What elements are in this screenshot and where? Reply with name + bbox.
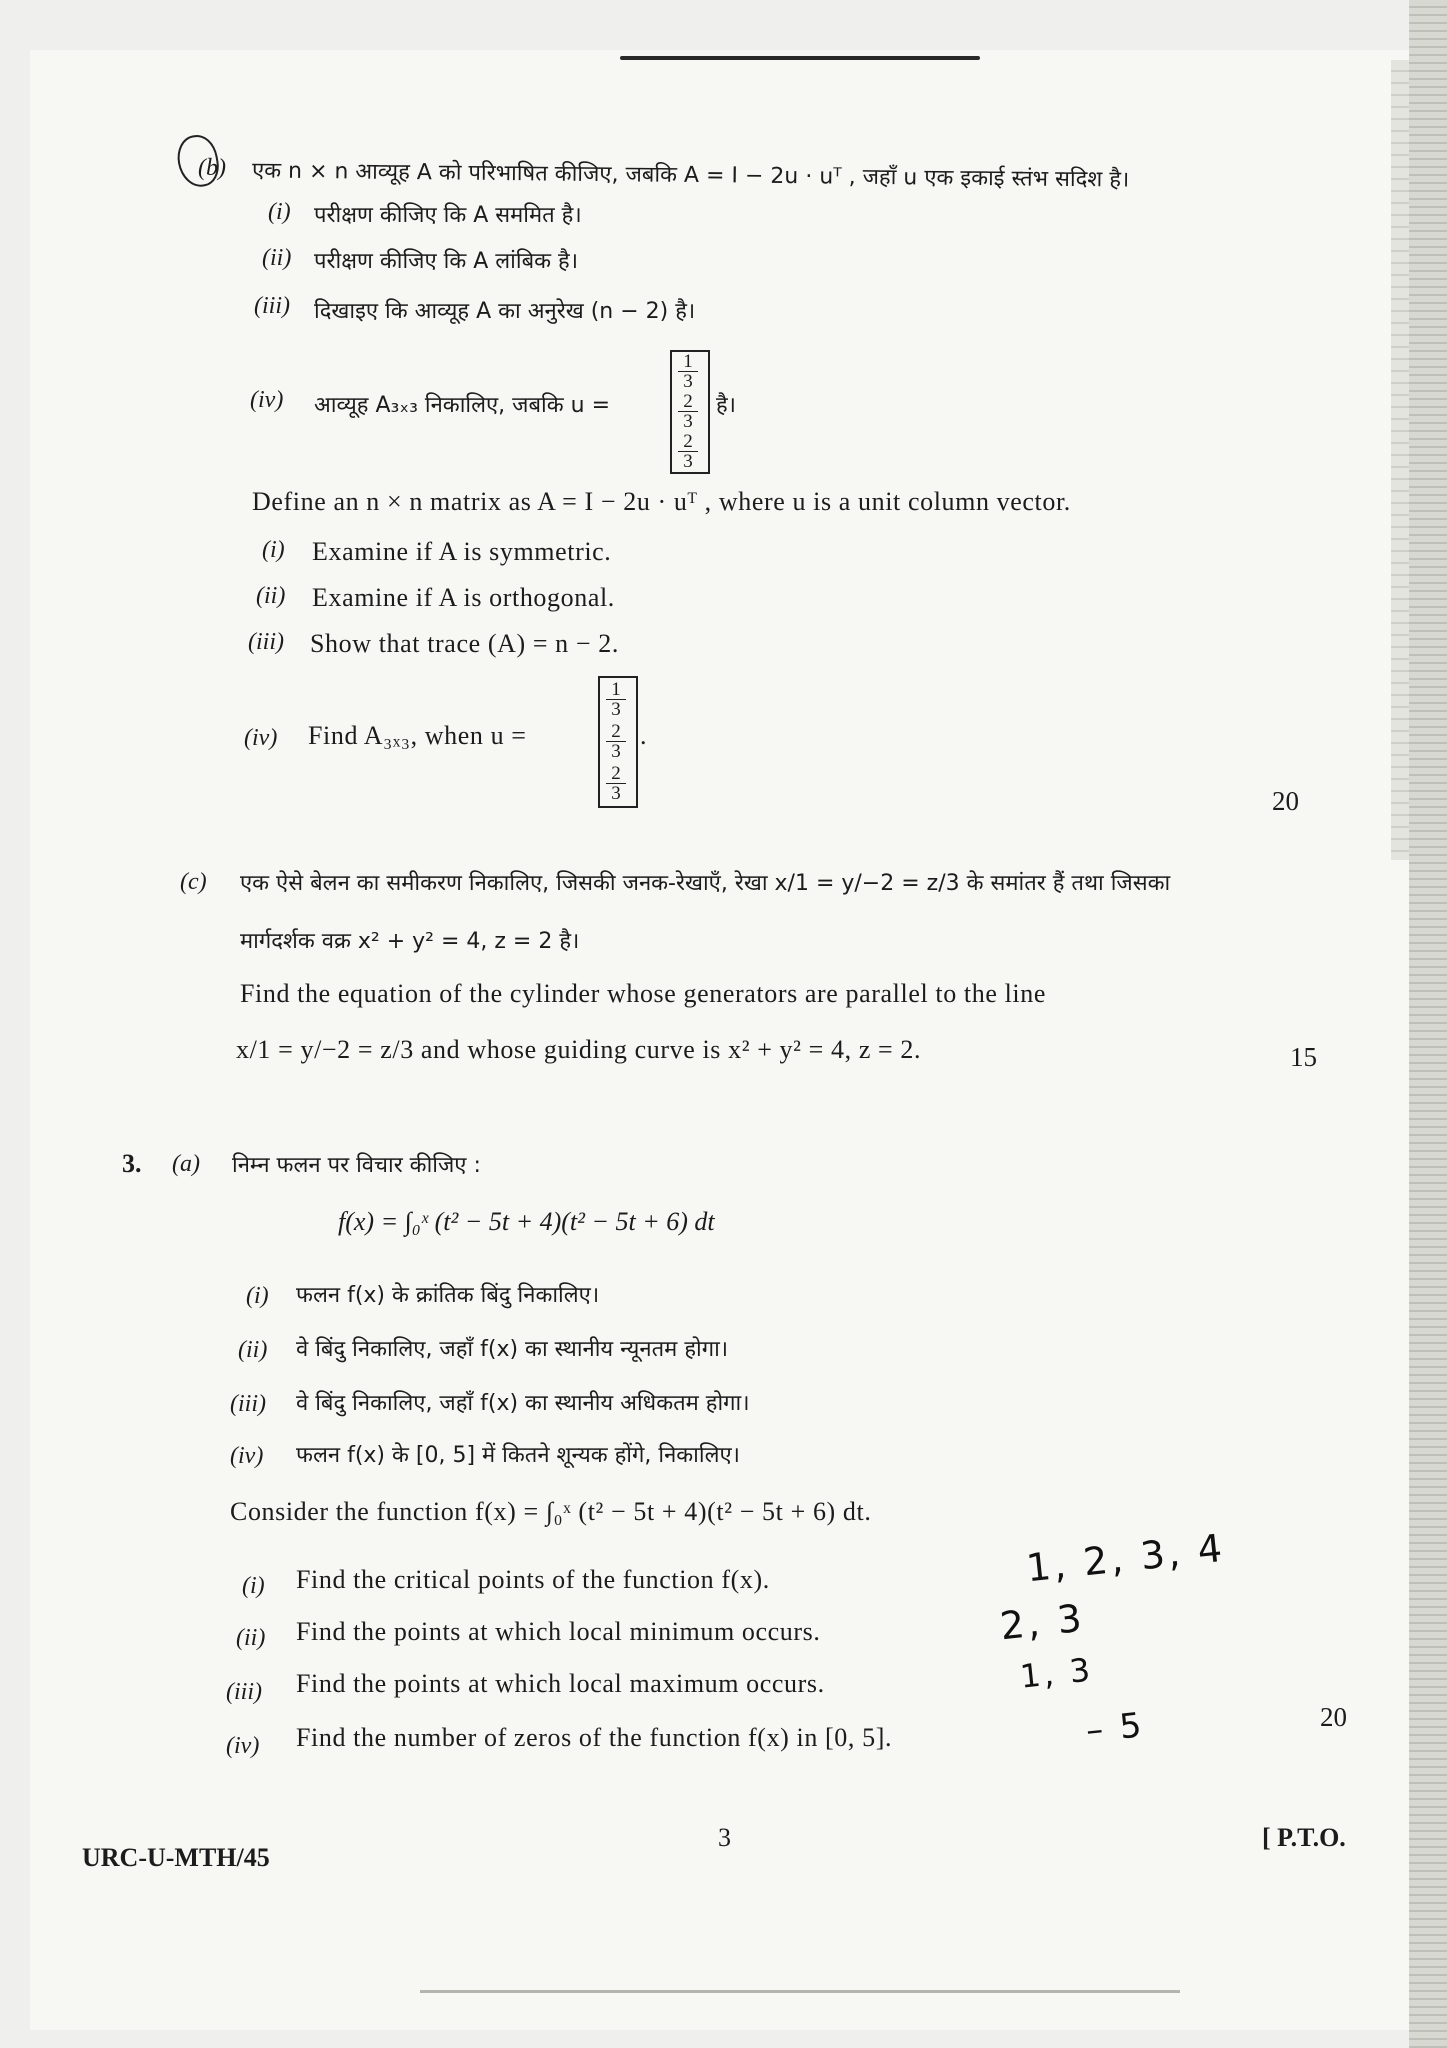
vector-entry (606, 764, 626, 803)
part-b-english-intro: Define an n × n matrix as A = I − 2u · uᵀ , where u is a unit column vector. (252, 487, 1071, 516)
b-hindi-item-text: आव्यूह A₃ₓ₃ निकालिए, जबकि u = (314, 393, 611, 418)
vector-denominator: 3 (611, 741, 621, 762)
q3-english-item-num: (i) (242, 1573, 265, 1599)
vector-numerator: 2 (606, 764, 626, 784)
vector-numerator: 2 (678, 432, 698, 452)
q3-hindi-item-num: (i) (246, 1283, 269, 1309)
q3-hindi-intro: निम्न फलन पर विचार कीजिए : (232, 1153, 481, 1178)
b-hindi-item-num: (iii) (254, 293, 290, 319)
q3-english-item-text: Find the critical points of the function f(x). (296, 1565, 770, 1594)
q3-hindi-item-text: फलन f(x) के क्रांतिक बिंदु निकालिए। (296, 1283, 600, 1308)
handwritten-answer: 1, 3 (1018, 1650, 1095, 1696)
b-hindi-suffix: है। (716, 393, 737, 418)
part-c-english-line1: Find the equation of the cylinder whose generators are parallel to the line (240, 979, 1046, 1008)
q3-english-item-text: Find the number of zeros of the function f(x) in [0, 5]. (296, 1723, 893, 1752)
q3-english-item-text: Find the points at which local minimum occurs. (296, 1617, 821, 1646)
b-english-item-num: (i) (262, 537, 285, 563)
vector-numerator: 2 (678, 392, 698, 412)
b-hindi-item-text: परीक्षण कीजिए कि A सममित है। (314, 203, 582, 228)
vector-entry (678, 432, 698, 471)
part-c-english-line2: x/1 = y/−2 = z/3 and whose guiding curve is x² + y² = 4, z = 2. (236, 1035, 922, 1064)
column-vector-u (670, 350, 710, 474)
page-edge-inner (1391, 60, 1409, 860)
b-english-item-text: Examine if A is symmetric. (312, 537, 612, 566)
part-c-label: (c) (180, 869, 207, 895)
q3-function: f(x) = ∫₀ˣ (t² − 5t + 4)(t² − 5t + 6) dt (338, 1207, 715, 1236)
question-number: 3. (122, 1149, 142, 1178)
b-hindi-item-text: परीक्षण कीजिए कि A लांबिक है। (314, 249, 579, 274)
marks-q3: 20 (1320, 1702, 1347, 1732)
pto-marker: [ P.T.O. (1262, 1823, 1346, 1852)
b-english-item-text: Examine if A is orthogonal. (312, 583, 615, 612)
vector-denominator: 3 (683, 371, 693, 392)
page-edge (1409, 0, 1447, 2048)
b-english-suffix: . (640, 721, 648, 750)
vector-entry (606, 680, 626, 719)
vector-entry (678, 352, 698, 391)
b-english-item-text: Show that trace (A) = n − 2. (310, 629, 619, 658)
b-hindi-item-text: दिखाइए कि आव्यूह A का अनुरेख (n − 2) है। (314, 299, 696, 324)
handwritten-answer: 2, 3 (997, 1595, 1087, 1649)
page-number: 3 (718, 1823, 731, 1852)
column-vector-u (598, 676, 638, 808)
b-english-item-num: (iii) (248, 629, 284, 655)
q3-english-intro: Consider the function f(x) = ∫₀ˣ (t² − 5t + 4)(t² − 5t + 6) dt. (230, 1497, 872, 1526)
q3-hindi-item-text: वे बिंदु निकालिए, जहाँ f(x) का स्थानीय अधिकतम होगा। (296, 1391, 750, 1416)
part-b-label: (b) (198, 155, 226, 181)
q3-hindi-item-num: (ii) (238, 1337, 268, 1363)
q3-hindi-item-text: वे बिंदु निकालिए, जहाँ f(x) का स्थानीय न्यूनतम होगा। (296, 1337, 729, 1362)
part-b-hindi-intro: एक n × n आव्यूह A को परिभाषित कीजिए, जबकि A = I − 2u · uᵀ , जहाँ u एक इकाई स्तंभ सदिश है। (251, 158, 1130, 193)
b-hindi-item-num: (i) (268, 199, 291, 225)
vector-numerator: 1 (678, 352, 698, 372)
part-c-hindi-line1: एक ऐसे बेलन का समीकरण निकालिए, जिसकी जनक-रेखाएँ, रेखा x/1 = y/−2 = z/3 के समांतर हैं तथा जिसका (240, 871, 1171, 896)
vector-numerator: 2 (606, 722, 626, 742)
paper-code: URC-U-MTH/45 (82, 1843, 270, 1872)
vector-denominator: 3 (683, 451, 693, 472)
q3-english-item-num: (ii) (236, 1625, 266, 1651)
vector-numerator: 1 (606, 680, 626, 700)
bottom-rule (420, 1990, 1180, 1993)
vector-entry (606, 722, 626, 761)
handwritten-answer: – 5 (1084, 1705, 1147, 1751)
vector-entry (678, 392, 698, 431)
marks-b: 20 (1272, 786, 1299, 816)
b-hindi-item-num: (iv) (250, 387, 284, 413)
q3-hindi-item-text: फलन f(x) के [0, 5] में कितने शून्यक होंगे, निकालिए। (296, 1443, 740, 1468)
q3-part-label: (a) (172, 1151, 200, 1177)
q3-english-item-text: Find the points at which local maximum occurs. (296, 1669, 825, 1698)
b-hindi-item-num: (ii) (262, 245, 292, 271)
part-c-hindi-line2: मार्गदर्शक वक्र x² + y² = 4, z = 2 है। (240, 929, 580, 954)
vector-denominator: 3 (611, 699, 621, 720)
q3-hindi-item-num: (iii) (230, 1391, 266, 1417)
vector-denominator: 3 (611, 783, 621, 804)
b-english-item-num: (iv) (244, 725, 278, 751)
vector-denominator: 3 (683, 411, 693, 432)
handwritten-answer: 1, 2, 3, 4 (1024, 1525, 1227, 1591)
marks-c: 15 (1290, 1042, 1317, 1072)
q3-english-item-num: (iv) (226, 1733, 260, 1759)
q3-english-item-num: (iii) (226, 1679, 262, 1705)
b-english-item-text: Find A₃ₓ₃, when u = (308, 721, 527, 750)
b-english-item-num: (ii) (256, 583, 286, 609)
q3-hindi-item-num: (iv) (230, 1443, 264, 1469)
top-rule (620, 56, 980, 60)
